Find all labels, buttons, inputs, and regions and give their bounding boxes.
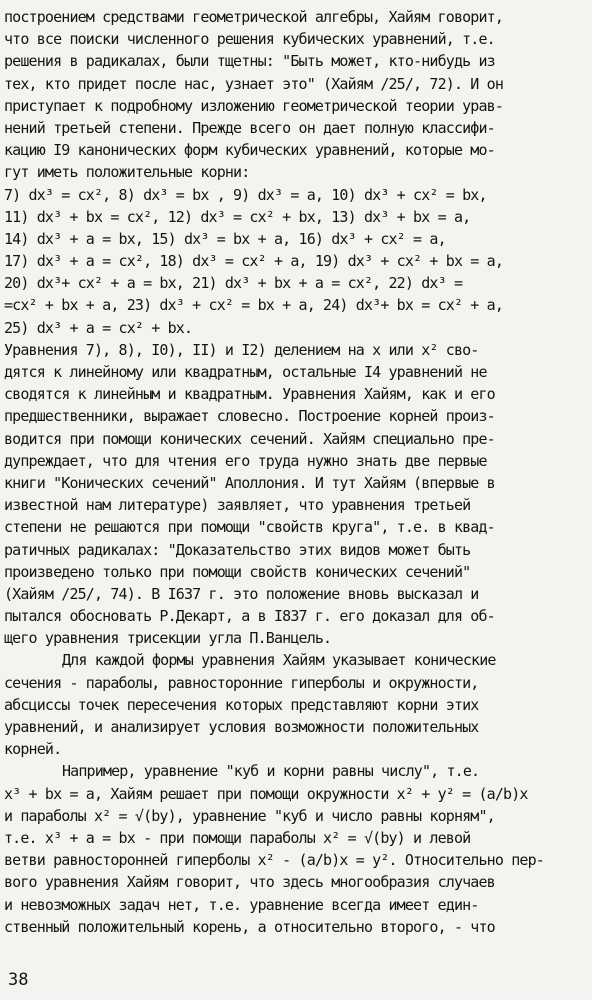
text-line: решения в радикалах, были тщетны: "Быть может, кто-нибудь из (4, 52, 495, 71)
text-line: (Хайям /25/, 74). В I637 г. это положение вновь высказал и (4, 584, 479, 603)
text-line: 7) dx³ = cx², 8) dx³ = bx , 9) dx³ = a, 10) dx³ + cx² = bx, (4, 185, 487, 204)
text-line: 25) dx³ + a = cx² + bx. (4, 318, 193, 337)
text-line: дятся к линейному или квадратным, остальные I4 уравнений не (4, 363, 487, 381)
text-line: гут иметь положительные корни: (4, 163, 250, 182)
text-line: водится при помощи конических сечений. Хайям специально пре- (4, 429, 495, 448)
text-line: 11) dx³ + bx = cx², 12) dx³ = cx² + bx, 13) dx³ + bx = a, (4, 207, 471, 226)
text-line: известной нам литературе) заявляет, что уравнения третьей (4, 496, 471, 515)
text-line: 17) dx³ + a = cx², 18) dx³ = cx² + a, 19) dx³ + cx² + bx = a, (4, 252, 504, 271)
text-line: ветви равносторонней гиперболы x² - (a/b)x = y². Относительно пер- (4, 851, 544, 870)
text-line: ратичных радикалах: "Доказательство этих видов может быть (4, 540, 471, 559)
text-line: уравнений, и анализирует условия возможности положительных (4, 718, 479, 736)
text-line: книги "Конических сечений" Аполлония. И тут Хайям (впервые в (4, 473, 495, 492)
text-line: т.е. x³ + a = bx - при помощи параболы x² = √(by) и левой (4, 828, 471, 847)
text-line: что все поиски численного решения кубических уравнений, т.е. (4, 30, 495, 49)
text-line: и параболы x² = √(by), уравнение "куб и число равны корням", (4, 806, 495, 825)
text-line: сечения - параболы, равносторонние гиперболы и окружности, (4, 673, 479, 692)
text-line: Уравнения 7), 8), I0), II) и I2) делением на x или x² сво- (4, 340, 479, 359)
text-line: пытался обосновать Р.Декарт, а в I837 г. его доказал для об- (4, 607, 495, 626)
text-line: щего уравнения трисекции угла П.Ванцель. (4, 629, 332, 648)
text-line: построением средствами геометрической алгебры, Хайям говорит, (4, 8, 504, 26)
page-number: 38 (8, 970, 29, 990)
text-line: степени не решаются при помощи "свойств круга", т.е. в квад- (4, 518, 495, 537)
text-line: корней. (4, 740, 62, 759)
text-line: предшественники, выражает словесно. Построение корней произ- (4, 407, 495, 426)
text-line: нений третьей степени. Прежде всего он дает полную классифи- (4, 118, 495, 137)
text-line: =cx² + bx + a, 23) dx³ + cx² = bx + a, 24) dx³+ bx = cx² + a, (4, 296, 504, 315)
text-line: тех, кто придет после нас, узнает это" (Хайям /25/, 72). И он (4, 74, 504, 93)
page-text (4, 6, 588, 938)
text-line: дупреждает, что для чтения его труда нужно знать две первые (4, 451, 487, 470)
text-line: x³ + bx = a, Хайям решает при помощи окружности x² + y² = (a/b)x (4, 784, 528, 803)
text-line: абсциссы точек пересечения которых представляют корни этих (4, 695, 479, 714)
text-line: кацию I9 канонических форм кубических уравнений, которые мо- (4, 141, 495, 160)
text-line: вого уравнения Хайям говорит, что здесь многообразия случаев (4, 873, 495, 892)
text-line: приступает к подробному изложению геометрической теории урав- (4, 96, 504, 115)
text-line: произведено только при помощи свойств конических сечений" (4, 562, 471, 581)
text-line: ственный положительный корень, а относительно второго, - что (4, 917, 495, 936)
text-line: 20) dx³+ cx² + a = bx, 21) dx³ + bx + a = cx², 22) dx³ = (4, 274, 463, 293)
text-line: 14) dx³ + a = bx, 15) dx³ = bx + a, 16) dx³ + cx² = a, (4, 229, 446, 248)
text-line: сводятся к линейным и квадратным. Уравнения Хайям, как и его (4, 385, 495, 404)
text-line: Для каждой формы уравнения Хайям указывает конические (62, 651, 496, 670)
text-line: и невозможных задач нет, т.е. уравнение всегда имеет един- (4, 895, 479, 914)
text-line: Например, уравнение "куб и корни равны числу", т.е. (62, 762, 480, 781)
